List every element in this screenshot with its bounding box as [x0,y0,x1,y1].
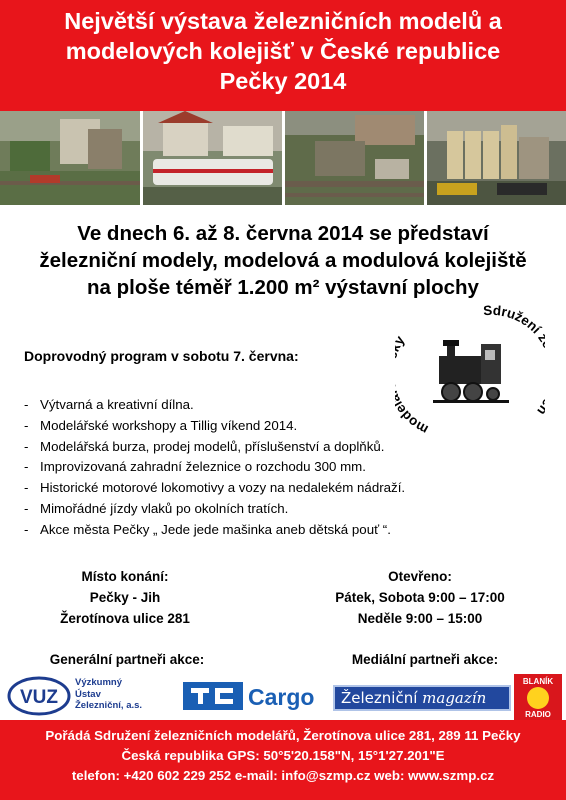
program-item: - Výtvarná a kreativní dílna. [24,397,194,412]
vuz-name-line-1: Výzkumný [75,677,122,688]
hours-line-2: Neděle 9:00 – 15:00 [357,611,483,626]
title-line-2: modelových kolejišť v České republice [65,38,501,64]
program-title: Doprovodný program v sobotu 7. června: [24,348,299,364]
program-item-text: Historické motorové lokomotivy a vozy na nedalekém nádraží. [40,480,406,496]
partner-logos [0,672,566,720]
photo-silos-locomotive [427,111,566,205]
program-item-text: Modelářské workshopy a Tillig víkend 2014. [40,417,298,433]
cargo-word: Cargo [248,684,315,710]
photo-layout-yard [285,111,424,205]
club-logo-text-left: mod [397,407,431,438]
media-partners-label: Mediální partneři akce: [351,652,499,667]
vuz-name-line-2: Ústav [75,688,101,700]
program-item-text: Výtvarná a kreativní dílna. [40,397,194,412]
locomotive-icon [433,340,509,403]
blanik-radio-logo [514,674,562,725]
headline-line-3: na ploše téměř 1.200 m² výstavní plochy [87,276,479,299]
hours-label: Otevřeno: [388,569,452,584]
vuz-name [75,677,142,712]
contact-line: telefon: +420 602 229 252 e-mail: info@szmp.cz web: www.szmp.cz [71,768,495,783]
header-banner [0,0,566,111]
program-item-text: Improvizovaná zahradní železnice o rozchodu 300 mm. [40,459,366,475]
opening-hours-block [320,566,520,629]
vuz-logo [7,676,71,721]
organizer-line: Pořádá Sdružení železničních modelářů, Žerotínova ulice 281, 289 11 Pečky [45,728,521,743]
gps-line: Česká republika GPS: 50°5'20.158"N, 15°1'27.201"E [121,748,445,763]
club-logo [395,300,545,450]
footer-banner [0,720,566,800]
zeleznicni-magazin-logo [333,685,511,711]
title-line-3: Pečky 2014 [219,68,347,94]
program-item: - Historické motorové lokomotivy a vozy na nedalekém nádraží. [24,480,406,496]
photo-strip [0,111,566,205]
program-item: - Improvizovaná zahradní železnice o rozchodu 300 mm. [24,459,366,475]
photo-train-station [143,111,282,205]
headline-line-1: Ve dnech 6. až 8. června 2014 se představí [77,222,489,245]
zm-word: Železniční [341,689,418,707]
program-item: - Modelářské workshopy a Tillig víkend 2014. [24,417,298,433]
venue-label: Místo konání: [81,569,169,584]
blanik-line-1: BLANÍK [522,677,554,686]
program-item: - Modelářská burza, prodej modelů, příslušenství a doplňků. [24,438,385,454]
program-item-text: Akce města Pečky „ Jede jede mašinka aneb dětská pouť “. [40,521,391,537]
title-line-1: Největší výstava železničních modelů a [64,8,502,34]
program-item: - Akce města Pečky „ Jede jede mašinka aneb dětská pouť “. [24,521,391,537]
venue-block [40,566,210,629]
venue-line-1: Pečky - Jih [89,590,161,605]
club-logo-text-right: Sdružení [482,302,544,337]
headline-line-2: železniční modely, modelová a modulová kolejiště [39,249,527,272]
general-partners-label: Generální partneři akce: [49,652,205,667]
blanik-line-2: RADIO [525,710,551,719]
event-headline [0,220,566,301]
photo-layout-village [0,111,140,205]
program-item-text: Mimořádné jízdy vlaků po okolních tratích. [40,500,289,516]
venue-line-2: Žerotínova ulice 281 [60,611,190,626]
vuz-abbr: VUZ [20,687,58,708]
program-item-text: Modelářská burza, prodej modelů, příslušenství a doplňků. [40,438,385,454]
program-item: - Mimořádné jízdy vlaků po okolních tratích. [24,500,289,516]
hours-line-1: Pátek, Sobota 9:00 – 17:00 [335,590,505,605]
cd-cargo-logo [183,682,243,715]
zm-mag: magazín [422,689,487,707]
vuz-name-line-3: Železniční, a.s. [75,700,143,711]
program-list [24,395,405,541]
